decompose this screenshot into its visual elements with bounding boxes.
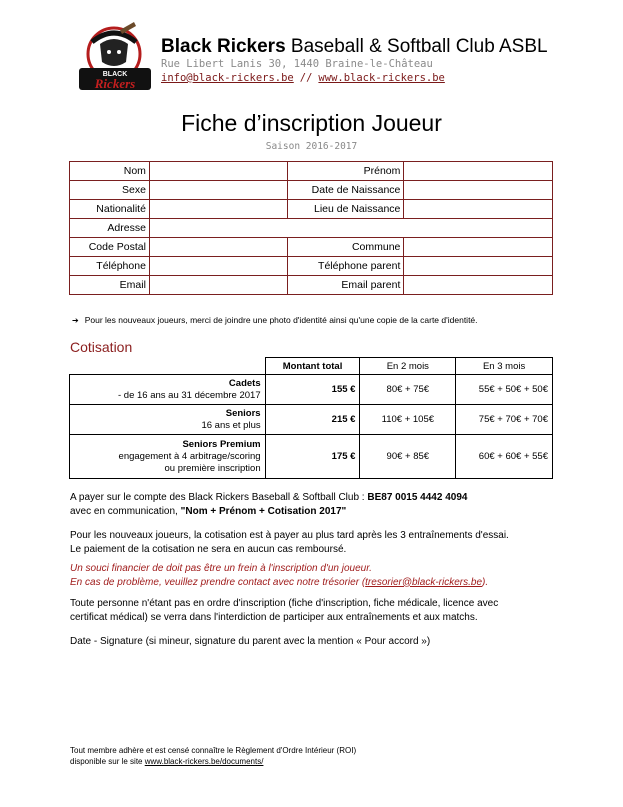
label-telephone: Téléphone (70, 257, 150, 276)
total-cadets: 155 € (265, 375, 360, 405)
footer-note: Tout membre adhère et est censé connaître le Règlement d'Ordre Intérieur (ROI) disponible sur le site www.black-rickers.be/documents/ (70, 746, 357, 766)
field-sexe[interactable] (149, 181, 287, 200)
field-prenom[interactable] (404, 162, 553, 181)
two-months-seniors-premium: 90€ + 85€ (360, 435, 456, 479)
two-months-seniors: 110€ + 105€ (360, 405, 456, 435)
cotisation-table (69, 357, 553, 479)
three-months-cadets: 55€ + 50€ + 50€ (456, 375, 553, 405)
header-montant-total: Montant total (265, 358, 360, 375)
field-adresse[interactable] (149, 219, 552, 238)
cotisation-row-seniors (70, 405, 553, 435)
form-row-code-postal (70, 238, 553, 257)
label-nom: Nom (70, 162, 150, 181)
label-email-parent: Email parent (287, 276, 404, 295)
club-contacts (161, 72, 445, 84)
label-commune: Commune (287, 238, 404, 257)
documents-link[interactable]: www.black-rickers.be/documents/ (144, 757, 264, 766)
treasurer-email-link[interactable]: tresorier@black-rickers.be (365, 576, 483, 588)
field-date-naissance[interactable] (404, 181, 553, 200)
svg-text:Rickers: Rickers (94, 76, 136, 91)
cotisation-row-cadets (70, 375, 553, 405)
label-telephone-parent: Téléphone parent (287, 257, 404, 276)
category-cadets: Cadets - de 16 ans au 31 décembre 2017 (70, 375, 266, 405)
form-row-sexe (70, 181, 553, 200)
arrow-right-icon: ➔ (72, 316, 79, 325)
identity-form-table (69, 161, 553, 295)
label-nationalite: Nationalité (70, 200, 150, 219)
label-lieu-naissance: Lieu de Naissance (287, 200, 404, 219)
season-label: Saison 2016-2017 (265, 141, 358, 152)
payment-info: A payer sur le compte des Black Rickers Baseball & Softball Club : BE87 0015 4442 4094 avec en communication, "Nom + Prénom + Cotisation 2017" (70, 492, 468, 517)
three-months-seniors: 75€ + 70€ + 70€ (456, 405, 553, 435)
payment-communication: "Nom + Prénom + Cotisation 2017" (180, 505, 347, 517)
website-link[interactable]: www.black-rickers.be (318, 72, 445, 84)
contact-separator: // (299, 72, 313, 84)
club-name: Black Rickers Baseball & Softball Club ASBL (161, 36, 548, 57)
two-months-cadets: 80€ + 75€ (360, 375, 456, 405)
form-row-telephone (70, 257, 553, 276)
field-email[interactable] (149, 276, 287, 295)
header-3-mois: En 3 mois (456, 358, 553, 375)
participation-warning: Toute personne n'étant pas en ordre d'inscription (fiche d'inscription, fiche médicale, licence avec certificat médical) se verra dans l'interdiction de participer aux entraînements et aux matchs. (70, 598, 499, 623)
form-row-email (70, 276, 553, 295)
form-row-nationalite (70, 200, 553, 219)
label-sexe: Sexe (70, 181, 150, 200)
svg-text:BLACK: BLACK (102, 71, 128, 78)
cotisation-header-row (70, 358, 553, 375)
cotisation-row-seniors-premium (70, 435, 553, 479)
financial-note: Un souci financier de doit pas être un frein à l'inscription d'un joueur. En cas de problème, veuillez prendre contact avec notre trésorier (tresorier@black-rickers.be). (70, 563, 489, 588)
field-telephone[interactable] (149, 257, 287, 276)
photo-note (72, 315, 478, 325)
total-seniors-premium: 175 € (265, 435, 360, 479)
field-telephone-parent[interactable] (404, 257, 553, 276)
field-lieu-naissance[interactable] (404, 200, 553, 219)
field-nationalite[interactable] (149, 200, 287, 219)
field-nom[interactable] (149, 162, 287, 181)
signature-line: Date - Signature (si mineur, signature du parent avec la mention « Pour accord ») (70, 636, 431, 647)
category-seniors: Seniors 16 ans et plus (70, 405, 266, 435)
photo-note-text: Pour les nouveaux joueurs, merci de joindre une photo d'identité ainsi qu'une copie de la carte d'identité. (84, 315, 478, 325)
form-row-adresse (70, 219, 553, 238)
label-adresse: Adresse (70, 219, 150, 238)
three-months-seniors-premium: 60€ + 60€ + 55€ (456, 435, 553, 479)
page-title: Fiche d’inscription Joueur (181, 110, 442, 136)
payment-conditions: Pour les nouveaux joueurs, la cotisation est à payer au plus tard après les 3 entraînements d'essai. Le paiement de la cotisation ne sera en aucun cas remboursé. (70, 530, 509, 555)
label-prenom: Prénom (287, 162, 404, 181)
iban: BE87 0015 4442 4094 (367, 492, 468, 503)
club-logo (76, 22, 154, 94)
email-link[interactable]: info@black-rickers.be (161, 72, 294, 84)
category-seniors-premium: Seniors Premium engagement à 4 arbitrage/scoring ou première inscription (70, 435, 266, 479)
label-email: Email (70, 276, 150, 295)
label-date-naissance: Date de Naissance (287, 181, 404, 200)
label-code-postal: Code Postal (70, 238, 150, 257)
club-address: Rue Libert Lanis 30, 1440 Braine-le-Château (161, 58, 433, 70)
header-2-mois: En 2 mois (360, 358, 456, 375)
field-email-parent[interactable] (404, 276, 553, 295)
field-code-postal[interactable] (149, 238, 287, 257)
cotisation-heading: Cotisation (70, 339, 133, 355)
total-seniors: 215 € (265, 405, 360, 435)
field-commune[interactable] (404, 238, 553, 257)
form-row-nom (70, 162, 553, 181)
